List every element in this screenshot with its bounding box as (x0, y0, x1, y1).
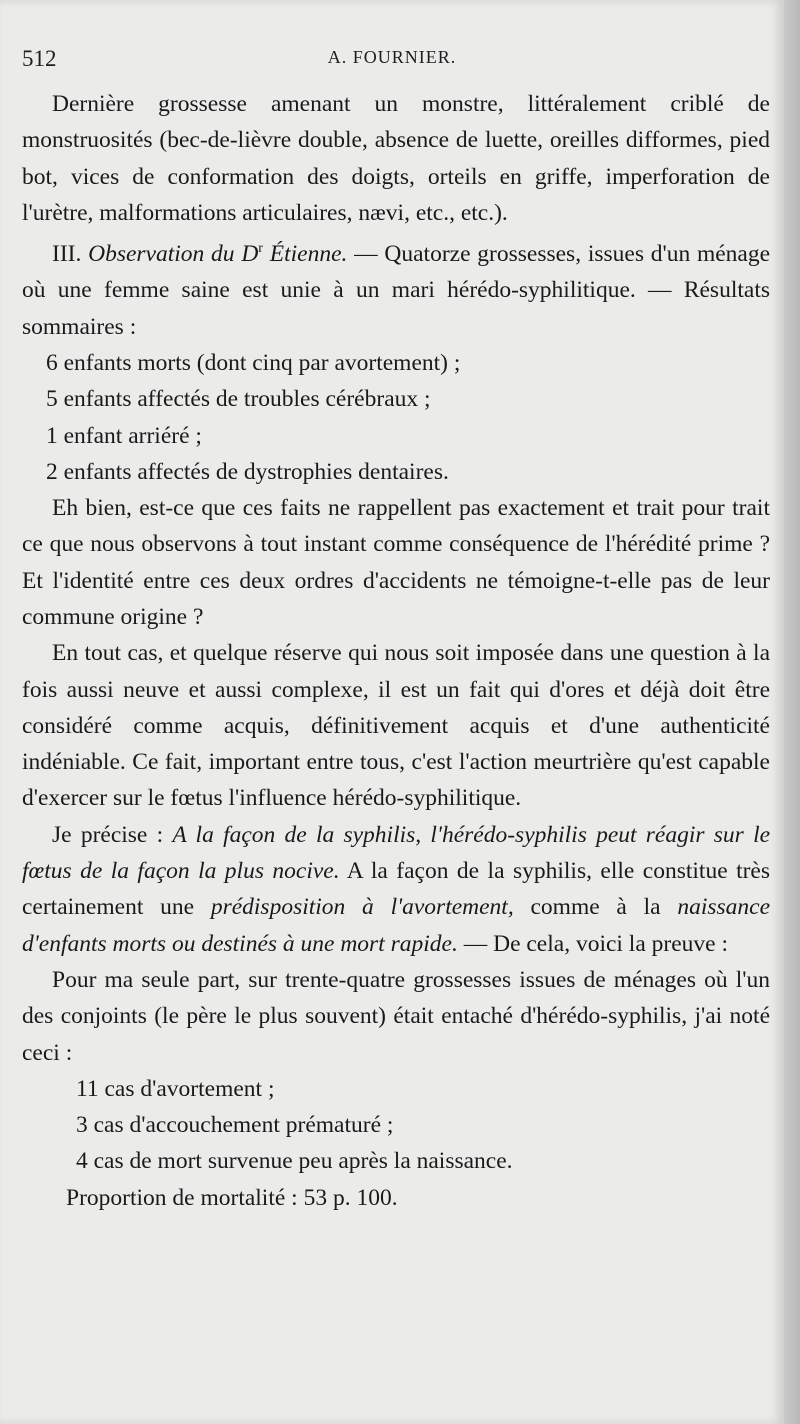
paragraph-eh-bien: Eh bien, est-ce que ces faits ne rappellent pas exactement et trait pour trait ce que nous observons à tout instant comme conséquence de l'hérédité prime ? Et l'identité entre ces deux ordres d'accidents ne témoigne-t-elle pas de leur commune origine ? (22, 495, 770, 630)
precise-text-2: comme à la (530, 894, 661, 921)
paragraph-observation-etienne (22, 231, 770, 345)
precise-text-3: — De cela, voici la preuve : (463, 930, 728, 957)
running-head: A. FOURNIER. (327, 47, 457, 67)
body-text (22, 86, 770, 1216)
observation-number: III. (52, 241, 82, 268)
list-item: 5 enfants affectés de troubles cérébraux ; (46, 386, 431, 413)
observation-title-sup: r (258, 241, 263, 257)
list-item: 6 enfants morts (dont cinq par avortement) ; (46, 349, 461, 376)
page-edge-shadow (784, 0, 800, 1424)
list-item: 1 enfant arriéré ; (46, 422, 202, 449)
observation-text: — Quatorze grossesses, issues d'un ménage où une femme saine est unie à un mari hérédo-syphilitique. — Résultats sommaires : (22, 241, 771, 340)
paragraph-monster: Dernière grossesse amenant un monstre, littéralement criblé de monstruosités (bec-de-lièvre double, absence de luette, oreilles difformes, pied bot, vices de conformation des doigts, orteils en griffe, imperforation de l'urètre, malformations articulaires, nævi, etc., etc.). (22, 91, 770, 226)
paragraph-pour-ma-part: Pour ma seule part, sur trente-quatre grossesses issues de ménages où l'un des conjoints (le père le plus souvent) était entaché d'hérédo-syphilis, j'ai noté ceci : (22, 966, 770, 1066)
observation-title: Observation du D (88, 241, 259, 268)
mortality-proportion: Proportion de mortalité : 53 p. 100. (66, 1184, 398, 1211)
precise-italic-2: l'hérédo-syphilis peut réagir sur le fœtus de la façon la plus nocive. (22, 821, 771, 885)
list-item: 2 enfants affectés de dystrophies dentaires. (46, 458, 449, 485)
precise-italic-3: prédisposition à l'avortement, (210, 894, 514, 921)
paragraph-en-tout-cas: En tout cas, et quelque réserve qui nous soit imposée dans une question à la fois aussi neuve et aussi complexe, il est un fait qui d'ores et déjà doit être considéré comme acquis, définitivement acquis et d'une authenticité indéniable. Ce fait, important entre tous, c'est l'action meurtrière qu'est capable d'exercer sur le fœtus l'influence hérédo-syphilitique. (22, 640, 770, 812)
precise-italic-1: A la façon de la syphilis, (172, 821, 422, 848)
list-item: 4 cas de mort survenue peu après la naissance. (76, 1148, 513, 1175)
paragraph-je-precise (22, 817, 770, 962)
observation-author: Étienne. (269, 241, 348, 268)
page-header (0, 44, 784, 74)
precise-italic-4: naissance d'enfants morts ou destinés à une mort rapide. (22, 894, 771, 957)
precise-intro: Je précise : (52, 821, 164, 848)
list-item: 3 cas d'accouchement prématuré ; (76, 1112, 394, 1139)
page-number: 512 (22, 46, 57, 71)
precise-text-1: A la façon de la syphilis, elle constitue très certainement une (22, 858, 770, 921)
list-item: 11 cas d'avortement ; (76, 1075, 275, 1102)
